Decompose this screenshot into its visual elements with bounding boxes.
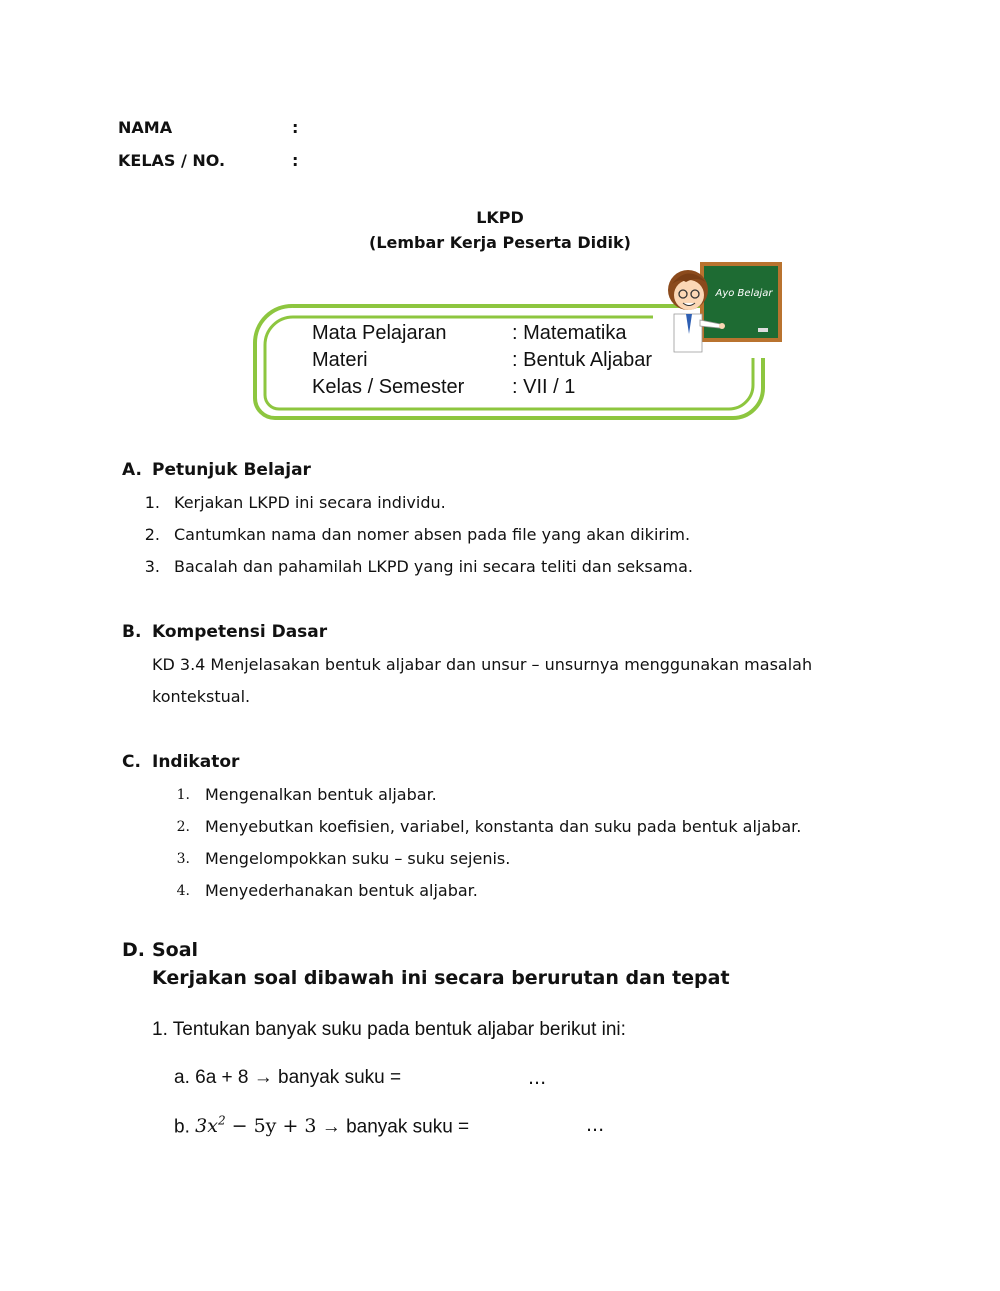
info-value-mata-pelajaran: : Matematika [512,322,627,344]
soal-instruction: Kerjakan soal dibawah ini secara berurutan dan tepat [152,967,730,989]
info-key-kelas-semester: Kelas / Semester [312,376,465,398]
section-d-title: Soal [152,939,199,961]
section-a-item-text: Kerjakan LKPD ini secara individu. [174,493,446,512]
info-key-mata-pelajaran: Mata Pelajaran [312,322,447,344]
indikator-item-text: Mengelompokkan suku – suku sejenis. [205,849,511,868]
indikator-item-number: 2. [176,819,190,835]
document-subtitle: (Lembar Kerja Peserta Didik) [369,233,631,252]
chalkboard-text: Ayo Belajar [715,288,773,299]
section-b-letter: B. [122,622,142,642]
info-value-materi: : Bentuk Aljabar [512,349,653,371]
section-a-item-text: Cantumkan nama dan nomer absen pada file yang akan dikirim. [174,525,691,544]
section-b-title: Kompetensi Dasar [152,622,328,642]
question-1a-expression: a. 6a + 8 [174,1067,249,1088]
indikator-item-text: Menyebutkan koefisien, variabel, konstanta dan suku pada bentuk aljabar. [205,817,802,836]
kompetensi-text-line1: KD 3.4 Menjelasakan bentuk aljabar dan unsur – unsurnya menggunakan masalah [152,655,813,674]
question-1b [174,1114,469,1138]
nama-colon: : [292,118,299,137]
teacher-chalkboard-illustration [666,262,786,360]
section-a-letter: A. [122,460,142,480]
kompetensi-text-line2: kontekstual. [152,687,251,706]
indikator-item-text: Menyederhanakan bentuk aljabar. [205,881,478,900]
section-a-item-text: Bacalah dan pahamilah LKPD yang ini secara teliti dan seksama. [174,557,694,576]
section-a-item-number: 1. [144,493,160,512]
indikator-item-number: 4. [176,883,190,899]
indikator-item-text: Mengenalkan bentuk aljabar. [205,785,437,804]
info-value-kelas-semester: : VII / 1 [512,376,576,398]
kelas-label: KELAS / NO. [118,151,226,170]
section-c-letter: C. [122,752,141,772]
section-a-item-number: 2. [144,525,160,544]
arrow-icon: → [253,1067,273,1088]
nama-label: NAMA [118,118,173,137]
info-key-materi: Materi [312,349,368,371]
question-1b-label: b. [174,1116,190,1138]
question-1b-expression: $3x^2 - 5y + 3$ [195,1114,317,1138]
section-c-title: Indikator [152,752,240,772]
question-1a [174,1067,401,1089]
document-title: LKPD [476,208,524,227]
kelas-colon: : [292,151,299,170]
question-1a-label: banyak suku = [272,1067,402,1088]
question-1: 1. Tentukan banyak suku pada bentuk aljabar berikut ini: [152,1019,626,1040]
section-a-title: Petunjuk Belajar [152,460,311,480]
question-1b-text: banyak suku = [340,1116,470,1138]
question-1b-answer-blank[interactable]: ... [586,1114,605,1136]
section-a-item-number: 3. [144,557,160,576]
indikator-item-number: 3. [176,851,190,867]
arrow-icon: → [321,1116,341,1138]
section-d-letter: D. [122,939,145,961]
indikator-item-number: 1. [176,787,190,803]
question-1a-answer-blank[interactable]: ... [528,1067,547,1089]
